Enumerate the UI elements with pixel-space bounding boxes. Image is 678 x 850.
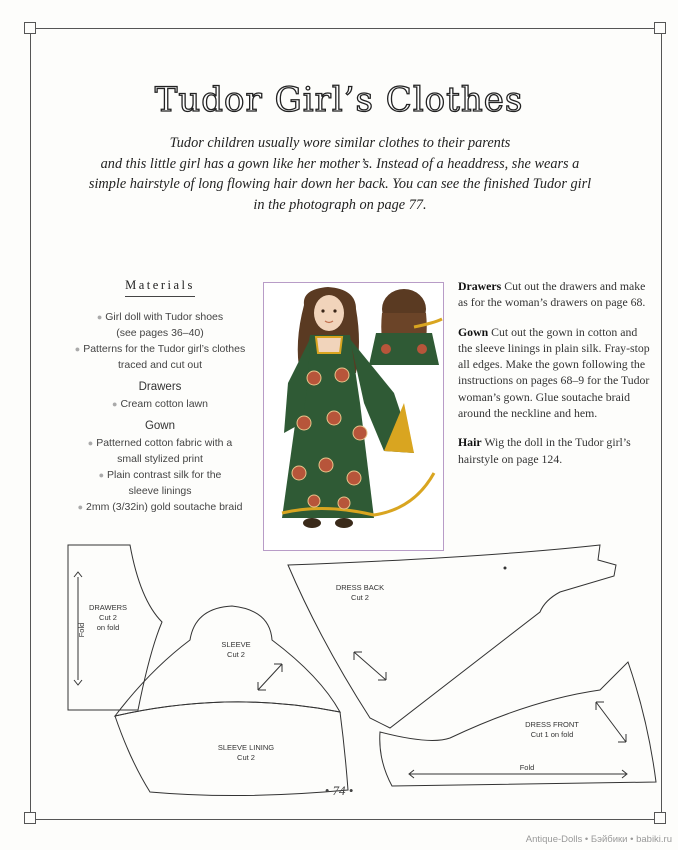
drawers-fold-label: Fold bbox=[77, 622, 86, 638]
material-item: ● Patterns for the Tudor girl’s clothes bbox=[74, 343, 246, 355]
bullet-icon: ● bbox=[77, 502, 83, 512]
drawers-materials-heading: Drawers bbox=[138, 381, 182, 393]
sleeve-label: SLEEVE bbox=[221, 640, 251, 649]
dress-front-pattern bbox=[380, 662, 656, 786]
material-item: ● Plain contrast silk for the bbox=[98, 469, 222, 481]
notch-dot bbox=[504, 567, 507, 570]
drawers-label: DRAWERS bbox=[88, 603, 128, 612]
bullet-icon: ● bbox=[112, 399, 118, 409]
bullet-icon: ● bbox=[96, 312, 103, 322]
intro-line: and this little girl has a gown like her mother’s. Instead of a headdress, she wears a bbox=[100, 155, 580, 172]
material-item-cont: sleeve linings bbox=[128, 485, 192, 497]
material-item-cont: traced and cut out bbox=[117, 359, 203, 371]
dress-back-label: DRESS BACK bbox=[335, 583, 385, 592]
bullet-icon: ● bbox=[74, 344, 81, 354]
dress-front-fold-label: Fold bbox=[519, 763, 535, 772]
sleeve-lining-label: SLEEVE LINING bbox=[217, 743, 275, 752]
dress-back-pattern bbox=[288, 545, 616, 728]
intro-line: Tudor children usually wore similar clothes to their parents bbox=[169, 135, 511, 151]
dress-front-fold-arrow bbox=[409, 770, 627, 778]
dress-front-cut: Cut 1 on fold bbox=[530, 730, 574, 739]
watermark: Antique-Dolls • Бэйбики • babiki.ru bbox=[525, 834, 672, 845]
instruction-gown: Gown Cut out the gown in cotton and the sleeve linings in plain silk. Fray-stop all edges. Make the gown following the instructions on pages 68–9 for the Tudor woman’s gown. Glue soutache braid around the neckline and hem. bbox=[458, 324, 650, 421]
intro-line: in the photograph on page 77. bbox=[253, 196, 427, 213]
instruction-hair: Hair Wig the doll in the Tudor girl’s hairstyle on page 124. bbox=[458, 435, 631, 466]
page-number: • 74 • bbox=[324, 783, 354, 798]
materials-heading: Materials bbox=[125, 278, 195, 297]
page-title: Tudor Girl’s Clothes bbox=[154, 80, 524, 120]
sleeve-lining-cut: Cut 2 bbox=[237, 753, 255, 762]
material-item: ● Cream cotton lawn bbox=[112, 398, 208, 410]
dress-front-label: DRESS FRONT bbox=[525, 720, 579, 729]
bullet-icon: ● bbox=[98, 470, 105, 480]
material-item: ● Patterned cotton fabric with a bbox=[87, 437, 233, 449]
intro-line: simple hairstyle of long flowing hair down her back. You can see the finished Tudor girl bbox=[88, 176, 592, 192]
material-item-cont: small stylized print bbox=[117, 453, 203, 465]
sleeve-cut: Cut 2 bbox=[227, 650, 245, 659]
dress-front-grain-arrow bbox=[596, 702, 626, 742]
bullet-icon: ● bbox=[87, 438, 94, 448]
gown-materials-heading: Gown bbox=[144, 420, 176, 432]
material-item: ● 2mm (3/32in) gold soutache braid bbox=[77, 501, 243, 513]
dress-back-cut: Cut 2 bbox=[351, 593, 369, 602]
material-item-cont: (see pages 36–40) bbox=[116, 327, 204, 339]
sleeve-grain-arrow bbox=[258, 664, 282, 690]
material-item: ● Girl doll with Tudor shoes bbox=[96, 311, 224, 323]
drawers-note: on fold bbox=[96, 623, 120, 632]
dress-back-grain-arrow bbox=[354, 652, 386, 680]
drawers-cut: Cut 2 bbox=[99, 613, 117, 622]
instruction-drawers: Drawers Cut out the drawers and make as for the woman’s drawers on page 68. bbox=[458, 279, 646, 310]
